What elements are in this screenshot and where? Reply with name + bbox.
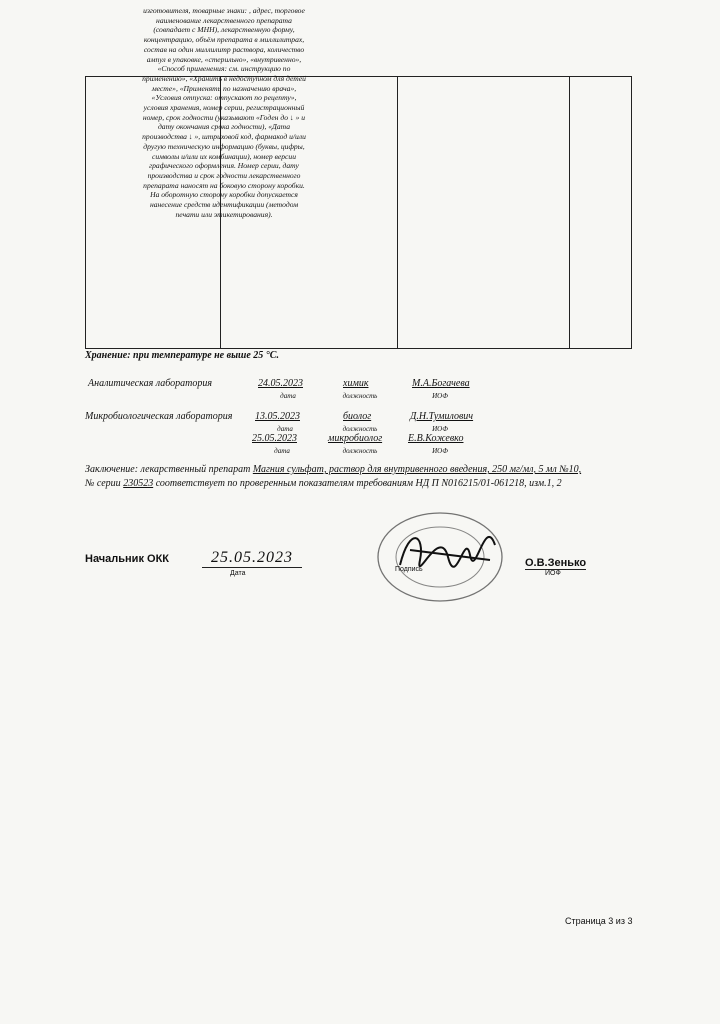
name-caption: ИОФ <box>432 425 448 433</box>
conclusion-prefix: Заключение: лекарственный препарат <box>85 464 253 475</box>
lab-date: 13.05.2023 <box>255 411 300 422</box>
lab-person: М.А.Богачева <box>412 378 470 389</box>
conclusion-suffix: соответствует по проверенным показателям требованиям НД П N016215/01-061218, изм.1, 2 <box>153 478 562 489</box>
conclusion-series: 230523 <box>123 478 154 489</box>
signoff-name: О.В.Зенько <box>525 557 587 569</box>
head-okk-label: Начальник ОКК <box>85 553 169 565</box>
storage-conditions: Хранение: при температуре не выше 25 °С. <box>85 350 279 361</box>
lab-label: Аналитическая лаборатория <box>88 378 212 389</box>
page-number: Страница 3 из 3 <box>565 916 633 926</box>
lab-role: микробиолог <box>328 433 383 444</box>
name-caption: ИОФ <box>432 447 448 455</box>
table-cell-labeling-text: изготовителя, товарные знаки: , адрес, торговое наименование лекарственного препарата (совпадает с МНН), лекарственную форму, концентрацию, объём препарата в миллилитрах, состав на один миллилитр раствора, количество ампул в упаковке, «стерильно», «внутривенно», «Способ применения: см. инструкцию по применению», «Хранить в недоступном для детей месте», «Применять по назначению врача», «Условия отпуска: отпускают по рецепту», условия хранения, номер серии, регистрационный номер, срок годности (указывают «Годен до ↓ » и дату окончания срока годности), «Дата производства ↓ », штриховой код, фармакод и/или другую техническую информацию (буквы, цифры, символы и/или их комбинации), номер версии графического оформления. Номер серии, дату производства и срок годности лекарственного препарата наносят на боковую сторону коробки. На оборотную сторону коробки допускается нанесение средств идентификации (методом печати или этикетирования). <box>142 6 306 219</box>
conclusion-series-prefix: № серии <box>85 478 124 489</box>
date-caption: дата <box>277 425 293 433</box>
date-caption: дата <box>274 447 290 455</box>
signoff-handwritten-date: 25.05.2023 <box>202 549 302 568</box>
round-stamp-with-signature <box>370 505 510 605</box>
lab-person: Д.Н.Тумилович <box>410 411 474 422</box>
lab-role: химик <box>343 378 369 389</box>
role-caption: должность <box>342 425 378 433</box>
name-caption: ИОФ <box>432 392 448 400</box>
signoff-name-caption: ИОФ <box>545 570 561 577</box>
signature-caption: Подпись <box>395 566 423 573</box>
conclusion <box>85 463 645 491</box>
lab-label: Микробиологическая лаборатория <box>85 411 233 422</box>
lab-role: биолог <box>343 411 372 422</box>
lab-person: Е.В.Кожевко <box>408 433 464 444</box>
table-column-divider <box>569 77 570 348</box>
role-caption: должность <box>342 447 378 455</box>
role-caption: должность <box>342 392 378 400</box>
conclusion-product: Магния сульфат, раствор для внутривенного введения, 250 мг/мл, 5 мл №10, <box>252 464 582 475</box>
lab-date: 24.05.2023 <box>258 378 303 389</box>
lab-date: 25.05.2023 <box>252 433 297 444</box>
date-caption: дата <box>280 392 296 400</box>
signoff-date-caption: Дата <box>230 570 246 577</box>
table-column-divider <box>397 77 398 348</box>
